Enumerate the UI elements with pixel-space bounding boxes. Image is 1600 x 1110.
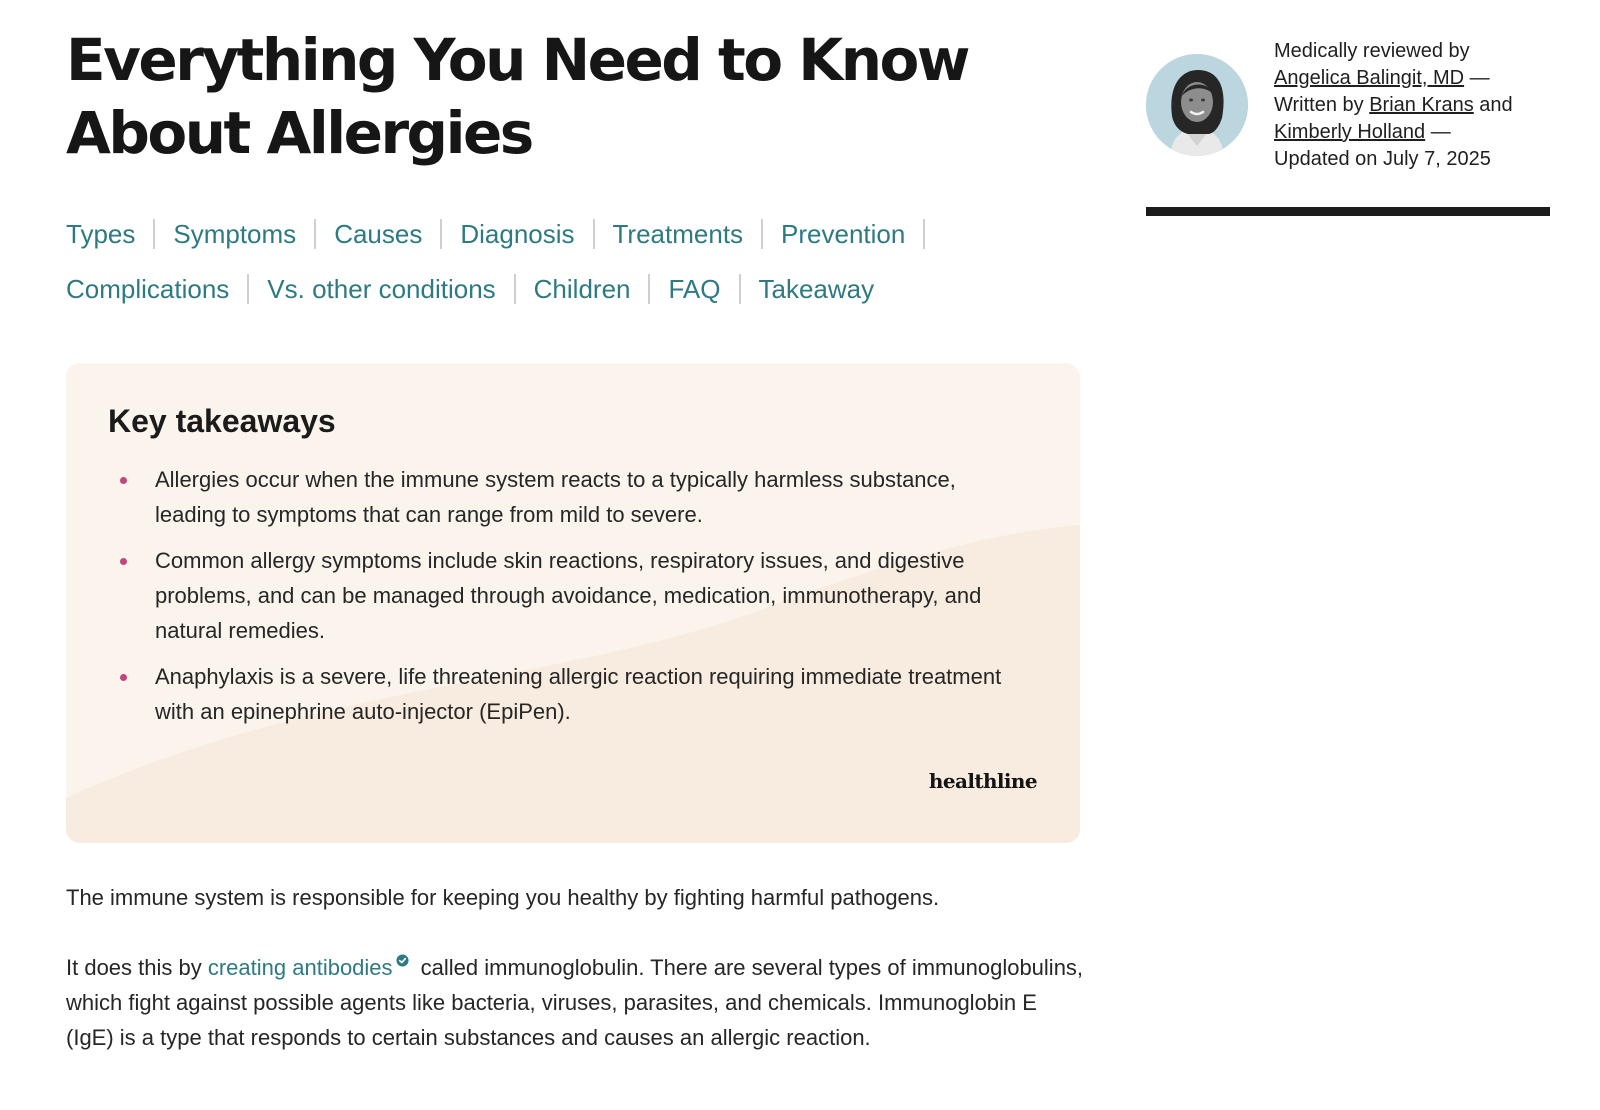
list-item [108, 543, 1025, 648]
table-of-contents [66, 214, 1026, 309]
toc-item-faq [668, 269, 758, 309]
toc-link-treatments[interactable]: Treatments [612, 218, 744, 249]
toc-item-treatments [613, 214, 782, 254]
toc-item-complications [66, 269, 267, 309]
author-link-kimberly-holland[interactable]: Kimberly Holland [1274, 121, 1426, 143]
toc-divider [314, 219, 316, 249]
body-paragraph-2 [66, 950, 1086, 1055]
takeaway-text: Allergies occur when the immune system reacts to a typically harmless substance, leading to symptoms that can range from mild to severe. [155, 467, 956, 527]
main-column [66, 0, 1086, 1050]
toc-divider [648, 274, 650, 304]
key-takeaways-card [66, 363, 1080, 843]
key-takeaways-list [108, 462, 1038, 729]
reviewed-by-label: Medically reviewed by [1274, 40, 1470, 62]
list-item [108, 659, 1025, 729]
list-item [108, 462, 1025, 532]
byline-dash: — [1425, 121, 1451, 143]
takeaway-text: Anaphylaxis is a severe, life threatening allergic reaction requiring immediate treatment with an epinephrine auto-injector (EpiPen). [155, 664, 1002, 724]
toc-divider [923, 219, 925, 249]
written-by-label: Written by [1274, 94, 1370, 116]
toc-link-diagnosis[interactable]: Diagnosis [460, 218, 575, 249]
verified-check-icon [396, 954, 409, 967]
byline-and: and [1473, 94, 1513, 116]
toc-divider [247, 274, 249, 304]
toc-item-vs-other-conditions [267, 269, 533, 309]
paragraph-text: called immunoglobulin. There are several types of immunoglobulins, which fight against possible agents like bacteria, viruses, parasites, and chemicals. Immunoglobin E (IgE) is a type that responds to certain substances and causes an allergic reaction. [66, 955, 1084, 1050]
reviewer-avatar [1146, 54, 1248, 156]
toc-link-faq[interactable]: FAQ [668, 273, 721, 304]
bullet-icon [120, 558, 127, 565]
toc-item-diagnosis [460, 214, 612, 254]
toc-divider [739, 274, 741, 304]
toc-link-prevention[interactable]: Prevention [781, 218, 906, 249]
reviewer-line [1274, 65, 1564, 92]
toc-divider [153, 219, 155, 249]
toc-item-takeaway [759, 269, 875, 309]
person-portrait-icon [1146, 54, 1248, 156]
toc-item-causes [334, 214, 460, 254]
toc-divider [514, 274, 516, 304]
toc-link-causes[interactable]: Causes [334, 218, 423, 249]
byline-text [1274, 38, 1564, 173]
key-takeaways-title: Key takeaways [108, 403, 336, 439]
toc-link-types[interactable]: Types [66, 218, 136, 249]
toc-link-takeaway[interactable]: Takeaway [758, 273, 875, 304]
creating-antibodies-link[interactable]: creating antibodies [207, 955, 393, 980]
author-link-brian-krans[interactable]: Brian Krans [1369, 94, 1474, 116]
reviewer-link[interactable]: Angelica Balingit, MD [1274, 67, 1465, 89]
bullet-icon [120, 674, 127, 681]
toc-link-symptoms[interactable]: Symptoms [173, 218, 297, 249]
toc-item-prevention [781, 214, 943, 254]
toc-item-symptoms [173, 214, 334, 254]
toc-divider [593, 219, 595, 249]
updated-date: Updated on July 7, 2025 [1274, 148, 1491, 170]
byline-divider [1146, 207, 1550, 216]
paragraph-text: It does this by [66, 955, 208, 980]
takeaway-text: Common allergy symptoms include skin reactions, respiratory issues, and digestive problems, and can be managed through avoidance, medication, immunotherapy, and natural remedies. [155, 548, 982, 643]
body-paragraph-1: The immune system is responsible for keeping you healthy by fighting harmful pathogens. [66, 885, 940, 910]
toc-link-children[interactable]: Children [533, 273, 631, 304]
second-author-line [1274, 119, 1564, 146]
toc-link-vs-other-conditions[interactable]: Vs. other conditions [267, 273, 496, 304]
toc-divider [761, 219, 763, 249]
bullet-icon [120, 477, 127, 484]
healthline-logo: healthline [928, 769, 1037, 793]
toc-item-types [66, 214, 173, 254]
toc-item-children [534, 269, 669, 309]
byline-dash: — [1464, 67, 1490, 89]
toc-link-complications[interactable]: Complications [66, 273, 230, 304]
toc-divider [440, 219, 442, 249]
page-title: Everything You Need to Know About Allergies [66, 26, 968, 167]
written-by-line [1274, 92, 1564, 119]
